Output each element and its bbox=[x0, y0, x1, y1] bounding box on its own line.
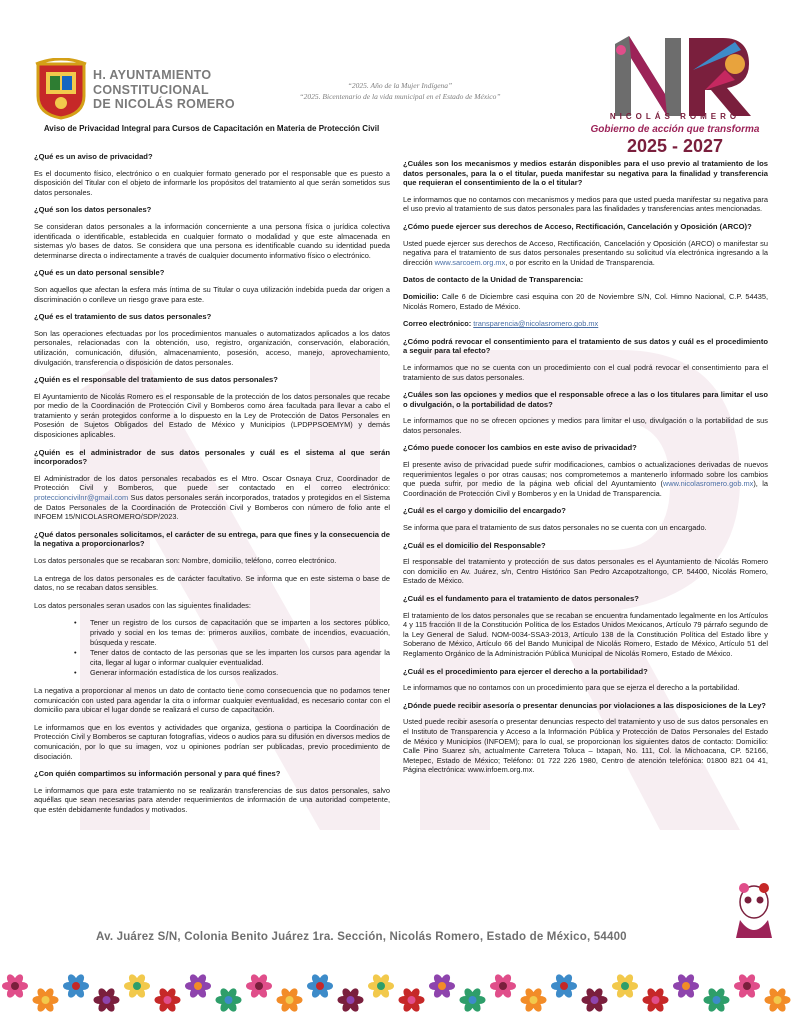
answer-text: Usted puede ejercer sus derechos de Acceso, Rectificación, Cancelación y Oposición (ARCO) o manifestar su negativa para el tratamiento de sus datos personales presentando su solicitud vía electrónica ingresando a la dirección bbox=[403, 238, 768, 267]
answer-text: ), la Coordinación de Protección Civil y Bomberos y en la Unidad de Transparencia. bbox=[403, 479, 768, 498]
contact-address bbox=[403, 292, 768, 311]
answer-paragraph: Se consideran datos personales a la información concerniente a una persona física o jurídica colectiva identificada o identificable, establecida en cualquier formato o modalidad y que este almacenada en sistemas y/o bases de datos. Se considera que una persona es identificable cuando su identidad pueda determinarse directa o indirectamente a través de cualquier documento informativo físico o electrónico. bbox=[34, 221, 390, 260]
ayuntamiento-line-1: H. AYUNTAMIENTO bbox=[93, 68, 212, 82]
logo-tagline: Gobierno de acción que transforma bbox=[590, 124, 760, 135]
answer-paragraph: El tratamiento de los datos personales que se recaban se encuentra fundamentado legalmente en los Artículos 4 y 115 fracción II de la Constitución Política de los Estados Unidos Mexicanos, Artículo 79 párrafo segundo de la Ley General de Salud. NOM-0034-SSA3-2013, Artículo 138 de la Constitución Política del Estado libre y Soberano de México, Artículo 66 del Bando Municipal de Nicolás Romero, Estado de México, Artículo 51 del Reglamento Orgánico de la Administración Pública Municipal de Nicolás Romero, Estado de México. bbox=[403, 610, 768, 658]
sarcoem-link[interactable]: www.sarcoem.org.mx bbox=[434, 257, 506, 267]
question-heading: ¿Cuáles son los mecanismos y medios estarán disponibles para el uso previo al tratamiento de los datos personales, para la o el titular, pueda manifestar su negativa para la finalidad y transferencia que requieran el consentimiento de la o el titular? bbox=[403, 159, 768, 188]
answer-paragraph: Son aquellos que afectan la esfera más íntima de su Titular o cuya utilización indebida pueda dar origen a discriminación o conlleve un riesgo grave para este. bbox=[34, 284, 390, 304]
question-heading: ¿Cómo puede ejercer sus derechos de Acceso, Rectificación, Cancelación y Oposición (ARCO)? bbox=[403, 221, 752, 231]
nicolas-romero-logo bbox=[585, 30, 765, 122]
question-heading: ¿Cómo puede conocer los cambios en este aviso de privacidad? bbox=[403, 443, 637, 453]
question-heading: ¿Cuál es el cargo y domicilio del encargado? bbox=[403, 506, 566, 516]
question-heading: ¿Quién es el administrador de sus datos personales y cuál es el sistema al que serán incorporados? bbox=[34, 447, 390, 467]
answer-paragraph: Le informamos que para este tratamiento no se realizarán transferencias de sus datos personales, salvo aquéllas que sean necesarias para atender requerimientos de información de una autoridad competente, que estén debidamente fundados y motivados. bbox=[34, 785, 390, 814]
answer-text: , o por escrito en la Unidad de Transparencia. bbox=[505, 257, 655, 267]
answer-paragraph bbox=[34, 474, 390, 522]
email-label: Correo electrónico: bbox=[403, 319, 472, 329]
question-heading: ¿Qué datos personales solicitamos, el carácter de su entrega, para que fines y la consecuencia de la negativa a proporcionarlos? bbox=[34, 529, 390, 549]
answer-paragraph: La negativa a proporcionar al menos un dato de contacto tiene como consecuencia que no podamos tener comunicación con usted para agendar la cita o informar cualquier eventualidad, es necesario contar con el domicilio para ubicar el lugar donde se realizará el curso de capacitación. bbox=[34, 685, 390, 715]
question-heading: ¿Qué es un dato personal sensible? bbox=[34, 268, 165, 278]
question-heading: ¿Cuál es el procedimiento para ejercer el derecho a la portabilidad? bbox=[403, 666, 648, 676]
right-column bbox=[403, 159, 768, 783]
decorative-floral-band bbox=[0, 952, 791, 1024]
address-label: Domicilio: bbox=[403, 291, 439, 301]
answer-paragraph: Le informamos que no se cuenta con un procedimiento con el cual podrá revocar el consentimiento para el tratamiento de sus datos personales. bbox=[403, 362, 768, 382]
question-heading: ¿Cuáles son las opciones y medios que el responsable ofrece a las o los titulares para limitar el uso o divulgación, o la portabilidad de datos? bbox=[403, 390, 768, 409]
ayuntamiento-line-3: DE NICOLÁS ROMERO bbox=[93, 97, 235, 111]
address-text: Calle 6 de Diciembre casi esquina con 20 de Noviembre S/N, Col. Himno Nacional, C.P. 54435, Nicolás Romero, Estado de México. bbox=[403, 291, 768, 311]
answer-paragraph: El Ayuntamiento de Nicolás Romero es el responsable de la protección de los datos personales que recabe por medio de la Coordinación de Protección Civil y Bomberos como área facultada para llevar a cabo el tratamiento y serán protegidos conforme a lo dispuesto en la Ley de Protección de Datos Personales en Posesión de Sujetos Obligados del Estado de México y Municipios (LPDPPSOEMYM) y demás disposiciones aplicables. bbox=[34, 391, 390, 440]
contact-email bbox=[403, 319, 768, 329]
answer-paragraph: Se informa que para el tratamiento de sus datos personales no se cuenta con un encargado. bbox=[403, 523, 707, 533]
question-heading: ¿Cuál es el domicilio del Responsable? bbox=[403, 540, 546, 550]
website-link[interactable]: www.nicolasromero.gob.mx bbox=[662, 479, 754, 489]
ayuntamiento-line-2: CONSTITUCIONAL bbox=[93, 82, 209, 97]
answer-text: Sus datos personales serán incorporados, tratados y protegidos en el Sistema de Datos Personales de la Coordinación de Protección Civil y Bomberos con número de folio ante el INFOEM 15/NICOLASROMERO/SDP/2023. bbox=[34, 493, 390, 522]
answer-paragraph: Son las operaciones efectuadas por los procedimientos manuales o automatizados aplicados a los datos personales, relacionadas con la obtención, uso, registro, organización, conservación, elaboración, utilización, comunicación, difusión, almacenamiento, posesión, acceso, manejo, aprovechamiento, divulgación, transferencia o disposición de datos personales. bbox=[34, 328, 390, 367]
document-title: Aviso de Privacidad Integral para Cursos de Capacitación en Materia de Protección Civil bbox=[43, 124, 380, 133]
answer-paragraph: Los datos personales seran usados con las siguientes finalidades: bbox=[34, 600, 251, 610]
municipal-seal-icon bbox=[34, 58, 88, 120]
question-heading: ¿Qué es un aviso de privacidad? bbox=[34, 152, 153, 161]
question-heading: ¿Cómo podrá revocar el consentimiento para el tratamiento de sus datos y cuál es el procedimiento a seguir para tal efecto? bbox=[403, 336, 768, 356]
slogan-2: “2025. Bicentenario de la vida municipal en el Estado de México” bbox=[299, 91, 501, 101]
answer-paragraph: El responsable del tratamiento y protección de sus datos personales es el Ayuntamiento de Nicolás Romero con domicilio en Av. Juárez, s/n, Centro Histórico San Pedro Azcapotzaltongo, CP. 54400, Nicolás Romero, Estado de México. bbox=[403, 557, 768, 586]
question-heading: ¿Dónde puede recibir asesoría o presentar denuncias por violaciones a las disposiciones de la Ley? bbox=[403, 700, 766, 710]
list-item: • Tener un registro de los cursos de capacitación que se imparten a los sectores público, privado y social en los temas de: primeros auxilios, combate de incendios, evacuación, búsqueda y rescate. bbox=[74, 618, 390, 647]
logo-municipality-name: NICOLÁS ROMERO bbox=[609, 112, 741, 121]
answer-paragraph: Le informamos que no contamos con un procedimiento para que se ejerza el derecho a la portabilidad. bbox=[403, 683, 740, 693]
email-link[interactable]: proteccioncivilnr@gmail.com bbox=[34, 493, 129, 503]
answer-paragraph: Es el documento físico, electrónico o en cualquier formato generado por el responsable que es puesto a disposición del Titular con el objeto de informarle los propósitos del tratamiento al que serán sometidos sus datos personales. bbox=[34, 168, 390, 197]
question-heading: ¿Qué es el tratamiento de sus datos personales? bbox=[34, 312, 212, 322]
question-heading: ¿Quién es el responsable del tratamiento de sus datos personales? bbox=[34, 375, 278, 385]
answer-paragraph: Los datos personales que se recabaran son: Nombre, domicilio, teléfono, correo electrónico. bbox=[34, 556, 337, 565]
answer-paragraph: Le informamos que no se ofrecen opciones y medios para limitar el uso, divulgación o la portabilidad de sus datos personales. bbox=[403, 416, 768, 435]
question-heading: ¿Cuál es el fundamento para el tratamiento de datos personales? bbox=[403, 594, 639, 603]
answer-text: El presente aviso de privacidad puede sufrir modificaciones, cambios o actualizaciones derivadas de nuevos requerimientos legales o por otras causas; nos comprometemos a mantenerlo informado sobre los cambios que pueda sufrir, por medio de la página web oficial del Ayuntamiento ( bbox=[403, 460, 768, 489]
answer-paragraph: Le informamos que en los eventos y actividades que organiza, gestiona o participa la Coordinación de Protección Civil y Bomberos se capturan fotografías, videos o audios para su difusión en diversos medios de comunicación, por lo que su imagen, voz u opiniones podrían ser publicadas, previo procedimiento de disociación. bbox=[34, 722, 390, 761]
answer-paragraph: La entrega de los datos personales es de carácter facultativo. Se informa que en este sistema o base de datos, no se recaban datos sensibles. bbox=[34, 573, 390, 593]
answer-paragraph: Le informamos que no contamos con mecanismos y medios para que usted pueda manifestar su negativa para el uso previo al tratamiento de sus datos personales para las finalidades y transferencias antes mencionadas. bbox=[403, 194, 768, 214]
answer-paragraph bbox=[403, 239, 768, 268]
footer-address: Av. Juárez S/N, Colonia Benito Juárez 1ra. Sección, Nicolás Romero, Estado de México, 54400 bbox=[96, 931, 627, 943]
left-column bbox=[34, 152, 390, 822]
answer-paragraph bbox=[403, 460, 768, 498]
list-item: • Generar información estadística de los cursos realizados. bbox=[74, 668, 390, 678]
list-item: • Tener datos de contacto de las personas que se les imparten los cursos para agendar la cita, llegar al lugar o informar cualquier eventualidad. bbox=[74, 648, 390, 667]
ayuntamiento-name bbox=[93, 68, 235, 112]
slogans bbox=[240, 81, 560, 102]
question-heading: ¿Con quién compartimos su información personal y para qué fines? bbox=[34, 769, 281, 779]
logo-years: 2025 - 2027 bbox=[626, 136, 724, 156]
question-heading: ¿Qué son los datos personales? bbox=[34, 205, 152, 215]
answer-text: El Administrador de los datos personales recabados es el Mtro. Oscar Osnaya Cruz, Coordinador de Protección Civil y Bomberos, que puede ser contactado en el correo electrónico: bbox=[34, 473, 390, 493]
transparency-email-link[interactable]: transparencia@nicolasromero.gob.mx bbox=[473, 319, 599, 329]
answer-paragraph: Usted puede recibir asesoría o presentar denuncias respecto del tratamiento y uso de sus datos personales en el Instituto de Transparencia y Acceso a la Información Pública y Protección de Datos Personales del Estado de México y Municipios (INFOEM); para lo cual, se proporcionan los siguientes datos de contacto: Domicilio: Calle Pino Suarez s/n, actualmente Carretera Toluca – Ixtapan, No. 111, Col. la Michoacana, CP. 52166, Metepec, Estado de México; Teléfono: 01 722 226 1980, Centro de atención telefónica: 01800 821 04 41, Página electrónica: www.infoem.org.mx. bbox=[403, 717, 768, 775]
slogan-1: “2025. Año de la Mujer Indígena” bbox=[347, 81, 453, 90]
purposes-list bbox=[74, 618, 390, 678]
contact-heading: Datos de contacto de la Unidad de Transparencia: bbox=[403, 275, 584, 285]
